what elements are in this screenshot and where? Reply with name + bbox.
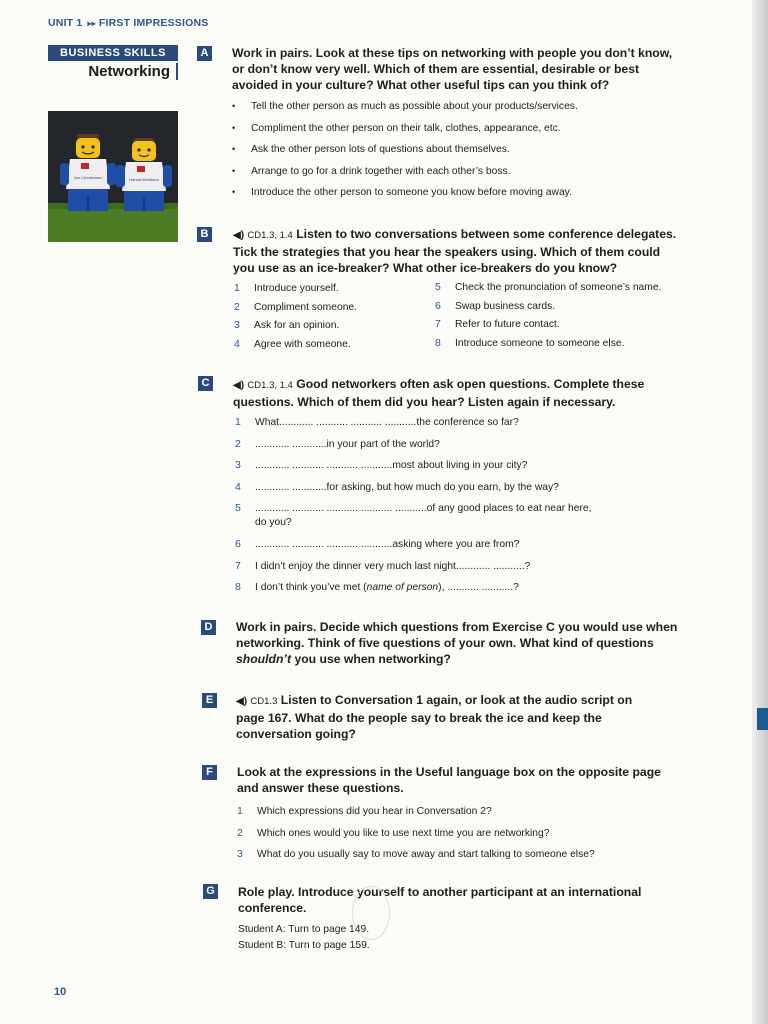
list-item xyxy=(235,537,705,559)
exercise-g-marker: G xyxy=(203,884,218,899)
item-number: 6 xyxy=(235,538,241,550)
list-item xyxy=(234,337,357,356)
speaker-icon: ◀) xyxy=(236,696,248,707)
student-a-reference: Student A: Turn to page 149. xyxy=(238,924,370,935)
item-number: 1 xyxy=(234,282,240,294)
item-number: 6 xyxy=(435,299,441,312)
list-item xyxy=(435,336,661,355)
exercise-f-line-1: Look at the expressions in the Useful language box on the opposite page xyxy=(237,765,661,779)
exercise-c-line-1-text: Good networkers often ask open questions. Complete these xyxy=(296,377,645,391)
question-text-start: I don’t think you’ve met ( xyxy=(255,582,367,593)
list-item xyxy=(235,480,705,502)
lego-figures-photo xyxy=(48,111,178,242)
bullet-point: • xyxy=(232,165,236,176)
question-text: I didn’t enjoy the dinner very much last night............ ...........? xyxy=(255,560,531,572)
item-number: 2 xyxy=(234,300,240,313)
exercise-b-strategies-left xyxy=(234,281,357,355)
exercise-e-instructions xyxy=(236,692,736,742)
exercise-g-instructions xyxy=(238,884,738,916)
question-text: What............ ........... ........... ...........the conference so far? xyxy=(255,417,519,428)
item-number: 4 xyxy=(235,480,241,493)
bullet-point: • xyxy=(232,122,236,133)
list-item xyxy=(232,121,578,143)
item-text: Ask for an opinion. xyxy=(254,320,340,331)
page-number: 10 xyxy=(54,986,67,998)
lego-figures-illustration xyxy=(48,111,178,242)
item-number: 8 xyxy=(435,336,441,349)
header-arrows: ▸▸ xyxy=(87,19,96,28)
exercise-e-marker: E xyxy=(202,693,217,708)
item-number: 2 xyxy=(235,437,241,450)
cd-track: CD1.3 xyxy=(250,696,278,707)
exercise-d-line-2: networking. Think of five questions of your own. What kind of questions xyxy=(236,636,654,650)
exercise-b-line-2: Tick the strategies that you hear the speakers using. Which of them could xyxy=(233,245,661,259)
speaker-icon: ◀) xyxy=(233,380,245,391)
question-text-end: ), ........... ...........? xyxy=(438,582,519,593)
exercise-a-line-2: or don’t know very well. Which of them are essential, desirable or best xyxy=(232,62,640,76)
exercise-b-line-3: you use as an ice-breaker? What other ice-breakers do you know? xyxy=(233,261,618,275)
list-item xyxy=(235,580,705,602)
unit-section-title: FIRST IMPRESSIONS xyxy=(98,17,209,29)
item-number: 5 xyxy=(435,281,441,293)
tip-text: Arrange to go for a drink together with each other’s boss. xyxy=(251,165,511,177)
exercise-f-line-2: and answer these questions. xyxy=(237,781,404,795)
list-item xyxy=(235,559,705,581)
bullet-point: • xyxy=(232,187,236,198)
tip-text: Introduce the other person to someone you know before moving away. xyxy=(251,187,572,199)
exercise-e-line-1 xyxy=(236,692,736,710)
exercise-a-marker: A xyxy=(197,46,212,61)
list-item xyxy=(235,458,705,480)
item-text: Agree with someone. xyxy=(254,338,351,350)
question-continuation: do you? xyxy=(255,517,292,528)
list-item xyxy=(435,280,661,299)
item-text: Compliment someone. xyxy=(254,301,358,313)
item-number: 8 xyxy=(235,581,241,593)
cd-track: CD1.3, 1.4 xyxy=(247,380,293,391)
exercise-g-line-1: Role play. Introduce yourself to another participant at an international xyxy=(238,885,642,899)
list-item xyxy=(237,847,595,869)
exercise-f-instructions xyxy=(237,764,737,796)
question-text: ............ ............in your part of the world? xyxy=(255,438,440,450)
cd-track: CD1.3, 1.4 xyxy=(247,230,293,241)
list-item xyxy=(237,826,595,848)
list-item xyxy=(232,185,578,207)
tip-text: Ask the other person lots of questions about themselves. xyxy=(251,144,510,156)
item-number: 3 xyxy=(237,848,243,860)
exercise-c-questions xyxy=(235,415,705,602)
page-edge-shadow xyxy=(752,0,768,1024)
list-item xyxy=(232,99,578,121)
exercise-a-line-3: avoided in your culture? What other useful tips can you think of? xyxy=(232,78,610,92)
list-item xyxy=(232,142,578,164)
exercise-g-role-cards xyxy=(238,923,370,955)
list-item xyxy=(435,317,661,336)
question-text: What do you usually say to move away and start talking to someone else? xyxy=(257,849,595,860)
exercise-f-questions xyxy=(237,804,595,869)
exercise-b-marker: B xyxy=(197,227,212,242)
exercise-f-marker: F xyxy=(202,765,217,780)
bullet-point: • xyxy=(232,144,236,155)
item-number: 2 xyxy=(237,826,243,839)
networking-title: Networking xyxy=(48,63,178,80)
exercise-d-line-1: Work in pairs. Decide which questions from Exercise C you would use when xyxy=(236,620,678,634)
item-number: 5 xyxy=(235,502,241,514)
question-text: ............ ............for asking, but how much do you earn, by the way? xyxy=(255,481,559,493)
bullet-point: • xyxy=(232,101,236,111)
student-b-reference: Student B: Turn to page 159. xyxy=(238,940,370,951)
exercise-b-strategies-right xyxy=(435,280,661,354)
tip-text: Tell the other person as much as possible about your products/services. xyxy=(251,101,578,112)
exercise-e-line-3: conversation going? xyxy=(236,727,356,741)
exercise-c-line-1 xyxy=(233,376,738,394)
exercise-c-marker: C xyxy=(198,376,213,391)
list-item xyxy=(235,437,705,459)
item-number: 7 xyxy=(435,318,441,330)
tip-text: Compliment the other person on their talk, clothes, appearance, etc. xyxy=(251,122,561,134)
list-item xyxy=(235,415,705,437)
list-item xyxy=(435,299,661,318)
exercise-b-line-1-text: Listen to two conversations between some conference delegates. xyxy=(296,227,677,241)
business-skills-label: BUSINESS SKILLS xyxy=(48,45,178,61)
list-item xyxy=(234,318,357,337)
item-number: 1 xyxy=(237,805,243,817)
exercise-d-line-3-text: you use when networking? xyxy=(291,652,451,666)
exercise-d-instructions xyxy=(236,619,736,667)
exercise-c-line-2: questions. Which of them did you hear? Listen again if necessary. xyxy=(233,395,616,409)
exercise-d-marker: D xyxy=(201,620,216,635)
unit-header xyxy=(48,17,209,29)
item-number: 3 xyxy=(235,459,241,471)
emphasis-word: shouldn’t xyxy=(236,652,292,666)
question-text: ............ ........... ........... ........... ...........of any good places to eat near here, xyxy=(255,503,592,514)
item-text: Introduce someone to someone else. xyxy=(455,337,625,349)
exercise-d-line-3 xyxy=(236,651,736,667)
exercise-a-instructions xyxy=(232,45,732,93)
page-edge-tab xyxy=(757,708,768,730)
speaker-icon: ◀) xyxy=(233,230,245,241)
question-text-italic: name of person xyxy=(366,582,439,593)
exercise-g-line-2: conference. xyxy=(238,901,307,915)
question-text: ............ ........... ........... ...........most about living in your city? xyxy=(255,460,528,471)
question-text: ............ ........... ........... ...........asking where you are from? xyxy=(255,539,520,550)
question-text: Which expressions did you hear in Conversation 2? xyxy=(257,806,492,817)
item-number: 7 xyxy=(235,559,241,572)
list-item xyxy=(232,164,578,186)
exercise-e-line-2: page 167. What do the people say to break the ice and keep the xyxy=(236,711,602,725)
exercise-a-line-1: Work in pairs. Look at these tips on networking with people you don’t know, xyxy=(232,46,673,60)
list-item xyxy=(234,281,357,300)
item-text: Introduce yourself. xyxy=(254,283,339,294)
business-skills-heading xyxy=(48,45,178,80)
exercise-a-tips-list xyxy=(232,99,578,207)
list-item xyxy=(235,501,705,537)
item-number: 4 xyxy=(234,337,240,350)
item-text: Check the pronunciation of someone’s name. xyxy=(455,282,662,293)
list-item xyxy=(237,804,595,826)
item-text: Refer to future contact. xyxy=(455,319,560,330)
right-figure-name: Hanna Westlund xyxy=(129,177,159,182)
exercise-c-instructions xyxy=(233,376,738,410)
exercise-e-line-1-text: Listen to Conversation 1 again, or look at the audio script on xyxy=(280,693,633,707)
item-number: 1 xyxy=(235,416,241,428)
question-text: Which ones would you like to use next time you are networking? xyxy=(257,827,550,839)
item-number: 3 xyxy=(234,319,240,331)
item-text: Swap business cards. xyxy=(455,300,556,312)
exercise-b-line-1 xyxy=(233,226,738,244)
exercise-b-instructions xyxy=(233,226,738,276)
list-item xyxy=(234,300,357,319)
unit-number: UNIT 1 xyxy=(48,17,83,29)
left-figure-name: Jan Christensen xyxy=(73,175,103,180)
